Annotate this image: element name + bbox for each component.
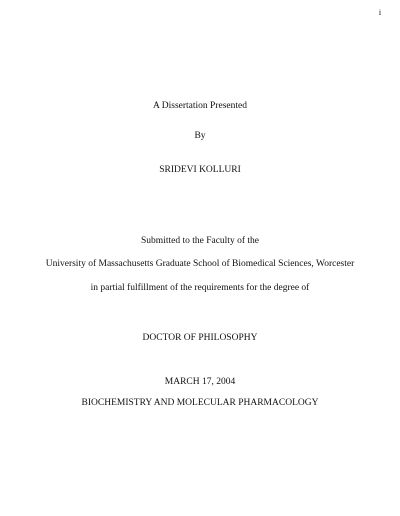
degree-name: DOCTOR OF PHILOSOPHY xyxy=(142,333,258,343)
page-number: i xyxy=(378,8,382,17)
program-name: BIOCHEMISTRY AND MOLECULAR PHARMACOLOGY xyxy=(81,398,319,408)
institution-name: University of Massachusetts Graduate School of Biomedical Sciences, Worcester xyxy=(45,259,355,269)
dissertation-presented-line: A Dissertation Presented xyxy=(153,101,247,111)
fulfillment-line: in partial fulfillment of the requirements for the degree of xyxy=(90,283,310,293)
defense-date: MARCH 17, 2004 xyxy=(164,377,236,387)
by-line: By xyxy=(194,131,206,141)
author-name: SRIDEVI KOLLURI xyxy=(159,165,241,175)
submitted-to-line: Submitted to the Faculty of the xyxy=(141,236,259,246)
